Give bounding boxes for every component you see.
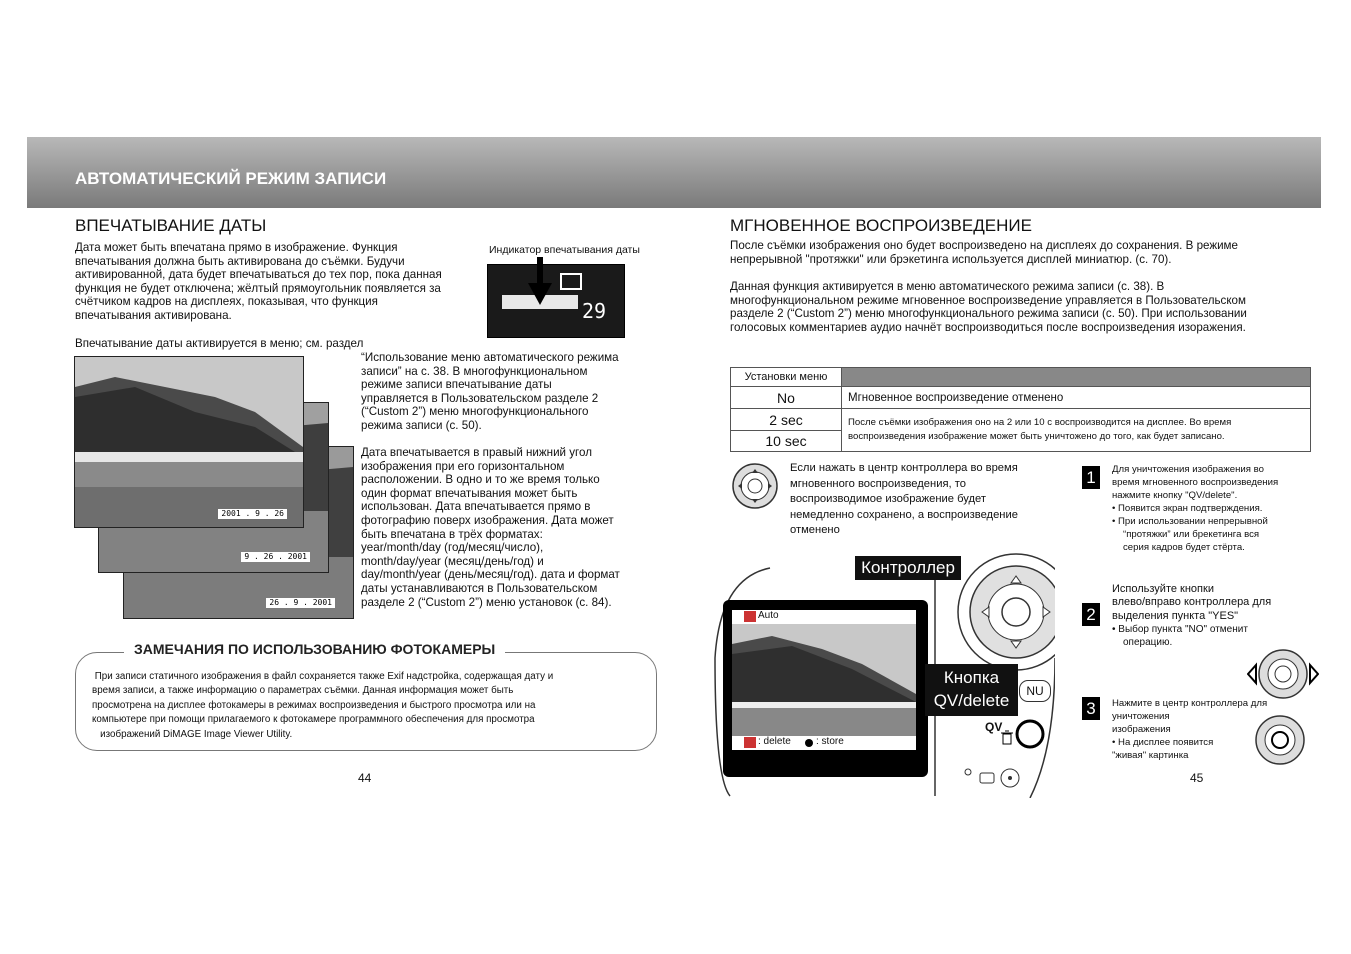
instant-playback-para1: После съёмки изображения оно будет воспроизведено на дисплеях до сохранения. В режиме непрерывной "протяжки" или брэкетинга используется дисплей миниатюр. (с. 70). <box>730 239 1238 266</box>
table-row <box>731 409 1311 431</box>
qv-delete-callout: Кнопка QV/delete <box>925 664 1018 716</box>
controller-center-icon <box>1254 714 1306 766</box>
table-header-settings: Установки меню <box>731 368 842 387</box>
delete-icon <box>744 737 756 748</box>
date-imprint-title: ВПЕЧАТЫВАНИЕ ДАТЫ <box>75 216 267 235</box>
store-dot-icon <box>805 739 813 747</box>
table-header-blank <box>842 368 1311 387</box>
page-number-right: 45 <box>1190 771 1204 785</box>
step-2-text: Используйте кнопки влево/вправо контроллера для выделения пункта "YES" • Выбор пункта "NO" отменит операцию. <box>1112 583 1272 649</box>
trash-icon <box>1000 730 1014 746</box>
step-3-number: 3 <box>1082 697 1100 720</box>
delete-label: : delete <box>758 736 791 747</box>
step-1-number: 1 <box>1082 466 1100 489</box>
lcd-bottom-bar <box>732 736 916 750</box>
controller-callout: Контроллер <box>855 556 961 580</box>
step-2-number: 2 <box>1082 603 1100 626</box>
lcd-top-bar <box>732 610 916 624</box>
notes-title: ЗАМЕЧАНИЯ ПО ИСПОЛЬЗОВАНИЮ ФОТОКАМЕРЫ <box>124 641 505 657</box>
controller-left-right-icon <box>1247 648 1319 700</box>
mode-icon <box>744 611 756 622</box>
page-number-left: 44 <box>358 771 372 785</box>
lcd-mode-label: Auto <box>758 610 779 621</box>
controller-icon <box>731 462 779 510</box>
date-format-text: Дата впечатывается в правый нижний угол изображения при его горизонтальном расположении. В одно и то же время только один формат впечатывания может быть использован. Дата впечатывается прямо в фотографию поверх изображения. Дата может быть впечатана в трёх форматах: year/month/day (год/месяц/число), month/day/year (месяц/день/год) и day/month/year (день/месяц/год). дата и формат даты устанавливаются в Пользовательском разделе 2 (“Custom 2”) меню установок (с. 84). <box>361 446 620 609</box>
menu-ref-first: Впечатывание даты активируется в меню; см. раздел <box>75 337 364 350</box>
setting-2sec: 2 sec <box>731 409 842 431</box>
date-stamp-mdy: 9 . 26 . 2001 <box>241 552 310 562</box>
setting-timed-desc: После съёмки изображения оно на 2 или 10 с воспроизводится на дисплее. Во время воспроизведения изображение может быть уничтожено до того, как будет записано. <box>842 409 1311 452</box>
notes-text: При записи статичного изображения в файл сохраняется также Exif надстройка, содержащая дату и время записи, а также информацию о параметрах съёмки. Данная информация может быть просмотрена на дисплее фотокамеры в режимах воспроизведения и быстрого просмотра или на компьютере при помощи прилагаемого к фотокамере программного обеспечения для просмотра изображений DiMAGE Image Viewer Utility. <box>92 671 554 740</box>
setting-10sec: 10 sec <box>731 431 842 452</box>
photo-sample-1 <box>74 356 304 528</box>
notes-box <box>75 641 657 751</box>
lcd-preview-image <box>732 624 916 736</box>
header-bar <box>27 137 1321 208</box>
lcd-screen <box>723 600 928 777</box>
menu-ref-text: “Использование меню автоматического режима записи” на с. 38. В многофункциональном режиме записи впечатывание даты управляется в Пользовательском разделе 2 (“Custom 2”) меню многофункционального режима записи (с. 50). <box>361 351 619 432</box>
frame-counter: 29 <box>582 299 607 323</box>
date-imprint-intro: Дата может быть впечатана прямо в изображение. Функция впечатывания должна быть активирована до съёмки. Будучи активированной, дата будет впечатываться до тех пор, пока данная функция не будет отключена; жёлтый прямоугольник появляется за счётчиком кадров на дисплеях, показывая, что функция впечатывания активирована. <box>75 241 442 322</box>
store-label: : store <box>816 736 844 747</box>
frame-icon <box>560 273 582 290</box>
lcd-indicator-diagram <box>487 264 625 338</box>
setting-no: No <box>731 387 842 409</box>
setting-no-desc: Мгновенное воспроизведение отменено <box>842 387 1311 409</box>
header-title: АВТОМАТИЧЕСКИЙ РЕЖИМ ЗАПИСИ <box>75 169 387 188</box>
instant-playback-para2: Данная функция активируется в меню автоматического режима записи (с. 38). В многофункциональном режиме мгновенное воспроизведение управляется в Пользовательском разделе 2 (“Custom 2”) меню многофункционального режима записи (с. 50). При использовании голосовых комментариев аудио начнёт воспроизводиться после воспроизведения изоражения. <box>730 280 1247 334</box>
date-stamp-dmy: 26 . 9 . 2001 <box>266 598 335 608</box>
instant-playback-title: МГНОВЕННОЕ ВОСПРОИЗВЕДЕНИЕ <box>730 216 1032 235</box>
step-3-text: Нажмите в центр контроллера для уничтожения изображения • На дисплее появится "живая" картинка <box>1112 698 1268 761</box>
arrow-down-icon <box>528 257 552 307</box>
step-1-text: Для уничтожения изображения во время мгновенного воспроизведения нажмите кнопку "QV/delete". • Появится экран подтверждения. • При использовании непрерывной “протяжки” или брекетинга вся серия кадров будет стёрта. <box>1112 464 1279 553</box>
menu-settings-table <box>730 367 1311 452</box>
table-row <box>731 387 1311 409</box>
qv-label: QV <box>985 720 1003 734</box>
date-stamp-ymd: 2001 . 9 . 26 <box>218 509 287 519</box>
indicator-label: Индикатор впечатывания даты <box>489 244 640 256</box>
center-press-text: Если нажать в центр контроллера во время мгновенного воспроизведения, то воспроизводимое изображение будет немедленно сохранено, а воспроизведение отменено <box>790 462 1018 536</box>
menu-button[interactable]: NU <box>1019 680 1051 702</box>
